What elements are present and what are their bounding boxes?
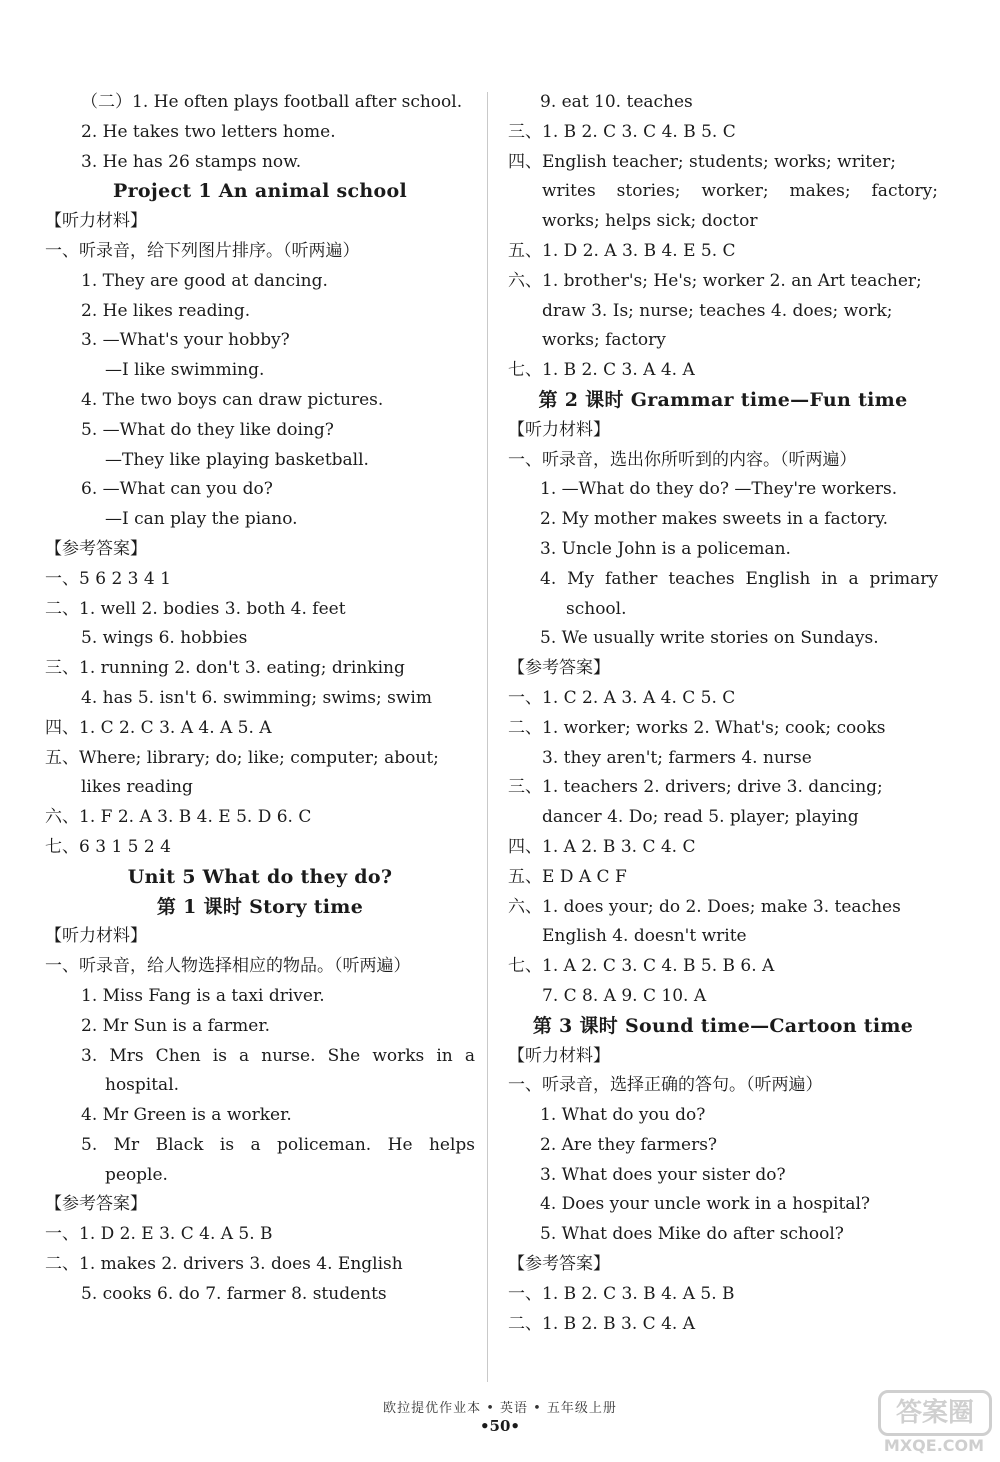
- watermark-text: MXQE.COM: [883, 1436, 985, 1455]
- text-line: 【参考答案】: [508, 1254, 610, 1275]
- left-column: [45, 88, 475, 1310]
- text-line: （二）1. He often plays football after school.: [81, 92, 463, 112]
- text-line: 一、1. B 2. C 3. B 4. A 5. B: [508, 1283, 735, 1304]
- text-line: 2. He likes reading.: [81, 300, 251, 321]
- text-line: 5. wings 6. hobbies: [81, 628, 248, 649]
- text-line: 四、1. C 2. C 3. A 4. A 5. A: [45, 717, 272, 738]
- text-line: English 4. doesn't write: [542, 926, 747, 947]
- text-line: 4. Mr Green is a worker.: [81, 1105, 292, 1126]
- text-line: 三、1. running 2. don't 3. eating; drinking: [45, 658, 405, 679]
- text-line: 3. Uncle John is a policeman.: [540, 538, 791, 559]
- column-divider: [487, 92, 488, 1382]
- watermark-logo: [878, 1390, 990, 1454]
- text-line: 三、1. B 2. C 3. C 4. B 5. C: [508, 121, 736, 142]
- page-number: •50•: [479, 1417, 521, 1435]
- text-line: 4. Does your uncle work in a hospital?: [540, 1194, 871, 1215]
- text-line: hospital.: [105, 1075, 180, 1096]
- text-line: 一、听录音，选择正确的答句。（听两遍）: [508, 1075, 823, 1096]
- page-footer: 欧拉提优作业本 • 英语 • 五年级上册: [383, 1401, 617, 1416]
- text-line: 6. —What can you do?: [81, 479, 273, 500]
- text-line: works; helps sick; doctor: [542, 211, 758, 232]
- text-line: 5. —What do they like doing?: [81, 419, 334, 440]
- text-line: people.: [105, 1164, 168, 1185]
- text-line: 2. He takes two letters home.: [81, 121, 336, 142]
- text-line: 六、1. brother's; He's; worker 2. an Art teacher;: [508, 270, 922, 291]
- text-line: 1. —What do they do? —They're workers.: [540, 479, 898, 500]
- text-line: 2. My mother makes sweets in a factory.: [540, 509, 889, 530]
- text-line: 一、1. D 2. E 3. C 4. A 5. B: [45, 1224, 273, 1245]
- section-heading: 第 1 课时 Story time: [156, 895, 364, 918]
- text-line: 【听力材料】: [45, 926, 147, 947]
- text-line: 五、E D A C F: [508, 866, 627, 887]
- text-line: 【听力材料】: [508, 419, 610, 440]
- text-line: likes reading: [81, 777, 193, 798]
- text-line: 【听力材料】: [508, 1045, 610, 1066]
- text-line: 5. What does Mike do after school?: [540, 1224, 844, 1245]
- text-line: 【参考答案】: [45, 538, 147, 559]
- text-line: 【参考答案】: [45, 1194, 147, 1215]
- text-line: school.: [566, 598, 627, 619]
- text-line: —They like playing basketball.: [105, 449, 369, 470]
- text-line: 3. Mrs Chen is a nurse. She works in a: [81, 1045, 475, 1066]
- text-line: 四、1. A 2. B 3. C 4. C: [508, 836, 696, 857]
- text-line: 二、1. well 2. bodies 3. both 4. feet: [45, 598, 346, 619]
- text-line: 六、1. F 2. A 3. B 4. E 5. D 6. C: [45, 807, 312, 828]
- text-line: 五、Where; library; do; like; computer; about;: [45, 747, 439, 768]
- text-line: dancer 4. Do; read 5. player; playing: [542, 807, 859, 828]
- text-line: 5. cooks 6. do 7. farmer 8. students: [81, 1283, 387, 1304]
- text-line: 【听力材料】: [45, 211, 147, 232]
- text-line: writes stories; worker; makes; factory;: [542, 181, 938, 202]
- text-line: 1. What do you do?: [540, 1105, 706, 1126]
- text-line: 五、1. D 2. A 3. B 4. E 5. C: [508, 240, 736, 261]
- text-line: 七、1. A 2. C 3. C 4. B 5. B 6. A: [508, 956, 775, 977]
- text-line: 一、听录音，选出你所听到的内容。（听两遍）: [508, 449, 857, 470]
- text-line: 二、1. worker; works 2. What's; cook; cooks: [508, 717, 886, 738]
- text-line: 5. We usually write stories on Sundays.: [540, 628, 879, 649]
- section-heading: 第 3 课时 Sound time—Cartoon time: [532, 1014, 914, 1037]
- text-line: 1. They are good at dancing.: [81, 270, 328, 291]
- text-line: 二、1. B 2. B 3. C 4. A: [508, 1313, 695, 1334]
- text-line: works; factory: [542, 330, 666, 351]
- text-line: 2. Mr Sun is a farmer.: [81, 1015, 271, 1036]
- text-line: —I like swimming.: [105, 360, 265, 381]
- text-line: draw 3. Is; nurse; teaches 4. does; work;: [542, 300, 893, 321]
- text-line: 7. C 8. A 9. C 10. A: [542, 985, 707, 1006]
- text-line: 七、6 3 1 5 2 4: [45, 836, 171, 857]
- text-line: 一、听录音，给人物选择相应的物品。（听两遍）: [45, 956, 411, 977]
- text-line: 4. The two boys can draw pictures.: [81, 389, 384, 410]
- text-line: 三、1. teachers 2. drivers; drive 3. dancing;: [508, 777, 883, 798]
- text-line: 3. they aren't; farmers 4. nurse: [542, 747, 812, 768]
- text-line: 1. Miss Fang is a taxi driver.: [81, 985, 325, 1006]
- text-line: 一、1. C 2. A 3. A 4. C 5. C: [508, 687, 736, 708]
- text-line: 七、1. B 2. C 3. A 4. A: [508, 360, 695, 381]
- text-line: 一、5 6 2 3 4 1: [45, 568, 171, 589]
- section-heading: 第 2 课时 Grammar time—Fun time: [538, 388, 908, 411]
- text-line: 2. Are they farmers?: [540, 1134, 718, 1155]
- text-line: 5. Mr Black is a policeman. He helps: [81, 1134, 475, 1155]
- watermark-badge: 答案圈: [878, 1390, 992, 1436]
- text-line: 二、1. makes 2. drivers 3. does 4. English: [45, 1254, 403, 1275]
- text-line: —I can play the piano.: [105, 509, 298, 530]
- text-line: 【参考答案】: [508, 658, 610, 679]
- right-column: [508, 88, 938, 1339]
- text-line: 9. eat 10. teaches: [540, 92, 693, 112]
- text-line: 四、English teacher; students; works; writer;: [508, 151, 897, 172]
- text-line: 4. has 5. isn't 6. swimming; swims; swim: [81, 687, 432, 708]
- text-line: 4. My father teaches English in a primary: [540, 568, 938, 589]
- text-line: 一、听录音，给下列图片排序。（听两遍）: [45, 240, 360, 261]
- section-heading: Unit 5 What do they do?: [127, 865, 393, 888]
- text-line: 3. He has 26 stamps now.: [81, 151, 302, 172]
- text-line: 3. —What's your hobby?: [81, 330, 290, 351]
- text-line: 3. What does your sister do?: [540, 1164, 786, 1185]
- text-line: 六、1. does your; do 2. Does; make 3. teaches: [508, 896, 901, 917]
- section-heading: Project 1 An animal school: [113, 180, 407, 203]
